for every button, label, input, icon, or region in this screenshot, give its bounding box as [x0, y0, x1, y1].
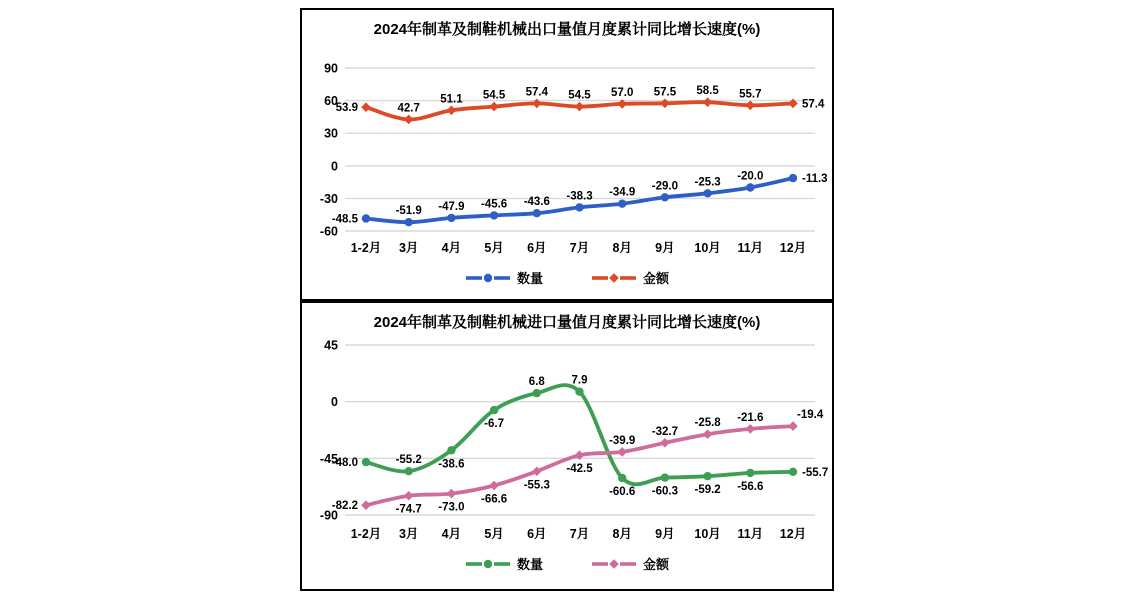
y-tick-label: 45 — [324, 338, 338, 353]
data-label: -45.6 — [480, 198, 508, 211]
amount-line-marker-icon — [591, 558, 637, 570]
data-point-marker — [575, 102, 585, 112]
data-point-marker — [660, 438, 670, 448]
legend-item-quantity — [465, 554, 543, 573]
legend-label-quantity: 数量 — [516, 557, 543, 572]
data-label: 55.7 — [739, 88, 762, 101]
data-label: -47.9 — [438, 200, 465, 213]
data-label: -34.9 — [609, 186, 636, 199]
data-point-marker — [703, 429, 713, 439]
data-point-marker — [404, 115, 414, 125]
y-tick-label: 30 — [324, 126, 338, 141]
data-label: -19.4 — [797, 409, 824, 422]
data-point-marker — [746, 469, 754, 477]
x-category-label: 7月 — [569, 241, 590, 255]
data-label: 57.0 — [611, 86, 634, 99]
data-label: -82.2 — [331, 500, 358, 513]
data-label: -39.9 — [609, 434, 636, 447]
data-label: -59.2 — [694, 484, 721, 497]
export-chart-title: 2024年制革及制鞋机械出口量值月度累计同比增长速度(%) — [373, 21, 761, 38]
data-label: -25.8 — [694, 417, 721, 430]
data-label: 54.5 — [482, 89, 506, 102]
y-tick-label: -60 — [319, 224, 338, 239]
data-point-marker — [484, 273, 492, 281]
data-label: -25.3 — [694, 176, 721, 189]
data-label: -32.7 — [651, 425, 679, 438]
data-point-marker — [661, 473, 669, 481]
x-category-label: 5月 — [484, 241, 504, 255]
x-category-label: 3月 — [398, 241, 419, 255]
y-tick-label: -30 — [319, 191, 338, 206]
data-label: -20.0 — [737, 170, 764, 183]
data-label: 51.1 — [440, 93, 463, 106]
data-label: -21.6 — [737, 411, 764, 424]
y-tick-label: -90 — [319, 508, 338, 523]
import-chart-legend — [302, 554, 832, 573]
data-label: -11.3 — [802, 173, 828, 186]
x-category-label: 3月 — [398, 527, 419, 541]
data-point-marker — [609, 273, 619, 283]
data-label: 42.7 — [397, 102, 420, 115]
quantity-line-marker-icon — [465, 272, 511, 284]
x-category-label: 8月 — [612, 241, 632, 255]
data-label: 7.9 — [571, 374, 588, 387]
import-chart-title: 2024年制革及制鞋机械进口量值月度累计同比增长速度(%) — [373, 314, 761, 331]
data-label: -29.0 — [651, 180, 679, 193]
data-point-marker — [745, 424, 755, 434]
export-chart-legend — [302, 268, 832, 287]
data-label: -48.0 — [331, 457, 358, 470]
data-point-marker — [703, 472, 711, 480]
x-category-label: 11月 — [737, 241, 764, 255]
data-point-marker — [618, 200, 626, 208]
data-point-marker — [703, 189, 711, 197]
y-tick-label: 60 — [324, 94, 338, 109]
x-category-label: 1-2月 — [350, 527, 382, 541]
data-point-marker — [745, 100, 755, 110]
x-category-label: 12月 — [779, 527, 807, 541]
data-label: 53.9 — [335, 102, 358, 115]
data-point-marker — [362, 214, 370, 222]
y-tick-label: -45 — [319, 451, 338, 466]
x-category-label: 6月 — [527, 241, 547, 255]
data-label: -55.3 — [523, 479, 550, 492]
legend-label-quantity: 数量 — [516, 271, 543, 286]
x-category-label: 4月 — [441, 527, 462, 541]
data-label: -56.6 — [737, 480, 764, 493]
data-label: -48.5 — [331, 213, 358, 226]
data-label: -66.6 — [480, 493, 508, 506]
data-point-marker — [447, 489, 457, 499]
data-point-marker — [618, 474, 626, 482]
data-label: -60.6 — [609, 486, 636, 498]
data-point-marker — [533, 209, 541, 217]
data-point-marker — [447, 214, 455, 222]
legend-label-amount: 金额 — [643, 271, 670, 286]
data-point-marker — [789, 174, 797, 182]
data-point-marker — [489, 481, 499, 491]
data-point-marker — [575, 388, 583, 396]
data-label: -38.3 — [566, 190, 593, 203]
data-point-marker — [489, 102, 499, 112]
data-label: -6.7 — [484, 418, 505, 431]
legend-label-amount: 金额 — [643, 557, 670, 572]
data-point-marker — [609, 559, 619, 569]
data-label: -43.6 — [523, 196, 550, 209]
data-point-marker — [447, 105, 457, 115]
data-point-marker — [484, 559, 492, 567]
x-category-label: 4月 — [441, 241, 462, 255]
data-label: -55.7 — [802, 466, 829, 479]
data-point-marker — [362, 458, 370, 466]
legend-item-quantity — [465, 268, 543, 287]
data-point-marker — [788, 421, 798, 431]
x-category-label: 7月 — [569, 527, 590, 541]
data-point-marker — [361, 102, 371, 112]
data-label: -55.2 — [395, 454, 422, 467]
data-label: -74.7 — [395, 503, 422, 516]
x-category-label: 8月 — [612, 527, 632, 541]
x-category-label: 10月 — [694, 241, 721, 255]
data-point-marker — [405, 218, 413, 226]
export-chart-plot — [302, 40, 832, 262]
quantity-line-marker-icon — [465, 558, 511, 570]
data-label: 57.4 — [525, 86, 548, 99]
x-category-label: 9月 — [655, 527, 675, 541]
x-category-label: 5月 — [484, 527, 504, 541]
data-point-marker — [746, 183, 754, 191]
x-category-label: 12月 — [779, 241, 807, 255]
data-point-marker — [447, 446, 455, 454]
data-label: -73.0 — [438, 501, 465, 514]
data-label: 58.5 — [696, 85, 719, 98]
y-tick-label: 0 — [331, 159, 338, 174]
data-point-marker — [575, 203, 583, 211]
data-label: 57.5 — [653, 86, 677, 99]
amount-line-marker-icon — [591, 272, 637, 284]
data-point-marker — [617, 447, 627, 457]
data-label: 6.8 — [528, 376, 545, 389]
data-point-marker — [405, 467, 413, 475]
x-category-label: 11月 — [737, 527, 764, 541]
legend-item-amount — [591, 554, 669, 573]
data-point-marker — [490, 211, 498, 219]
data-label: -60.3 — [651, 485, 679, 498]
data-point-marker — [703, 97, 713, 107]
data-point-marker — [490, 406, 498, 414]
data-label: -38.6 — [438, 458, 465, 471]
data-label: -51.9 — [395, 205, 422, 218]
x-category-label: 9月 — [655, 241, 675, 255]
import-chart-panel — [300, 301, 834, 591]
export-chart-panel — [300, 8, 834, 301]
import-chart-plot — [302, 333, 832, 548]
data-label: -42.5 — [566, 463, 593, 476]
data-point-marker — [532, 466, 542, 476]
data-point-marker — [533, 389, 541, 397]
data-label: 54.5 — [568, 89, 591, 102]
data-point-marker — [789, 468, 797, 476]
x-category-label: 10月 — [694, 527, 721, 541]
data-point-marker — [361, 500, 371, 510]
x-category-label: 6月 — [527, 527, 547, 541]
data-point-marker — [404, 491, 414, 501]
data-label: 57.4 — [802, 98, 825, 111]
x-category-label: 1-2月 — [350, 241, 382, 255]
y-tick-label: 0 — [331, 395, 338, 410]
legend-item-amount — [591, 268, 669, 287]
y-tick-label: 90 — [324, 61, 338, 76]
data-point-marker — [661, 193, 669, 201]
